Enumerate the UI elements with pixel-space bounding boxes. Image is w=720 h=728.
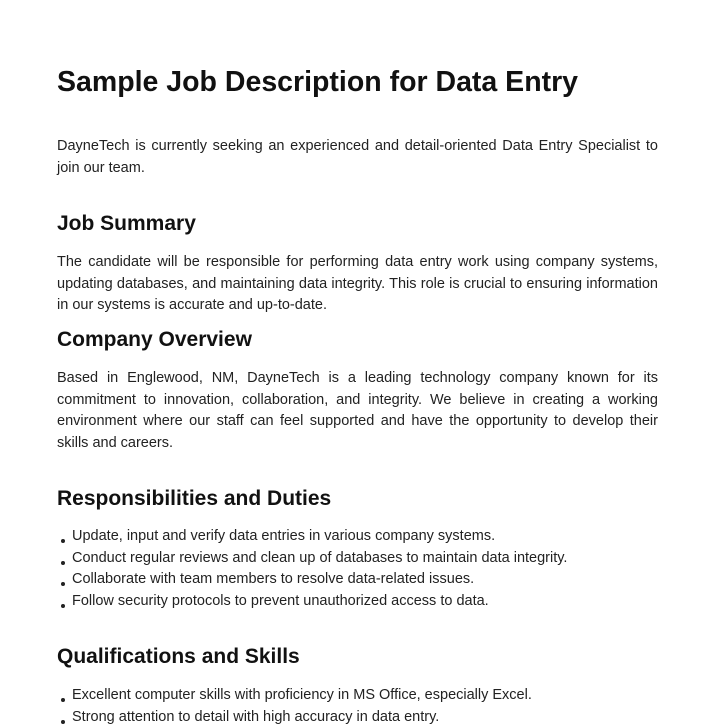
qualifications-heading: Qualifications and Skills xyxy=(57,645,300,668)
responsibilities-list xyxy=(57,526,658,612)
bullet-icon xyxy=(61,539,65,543)
bullet-icon xyxy=(61,698,65,702)
company-overview-block xyxy=(57,368,658,454)
list-item: Update, input and verify data entries in various company systems. xyxy=(57,526,658,548)
page-title-block xyxy=(57,66,658,98)
job-summary-heading-block xyxy=(57,211,658,237)
qualifications-heading-block xyxy=(57,644,658,670)
job-summary-text: The candidate will be responsible for performing data entry work using company systems, updating databases, and maintaining data integrity. This role is crucial to ensuring information in our systems is accurate and up-to-date. xyxy=(57,254,658,314)
bullet-icon xyxy=(61,582,65,586)
company-overview-heading-block xyxy=(57,327,658,353)
bullet-icon xyxy=(61,720,65,724)
list-item: Follow security protocols to prevent unauthorized access to data. xyxy=(57,591,658,613)
intro-block xyxy=(57,136,658,179)
page-title: Sample Job Description for Data Entry xyxy=(57,66,579,98)
qualifications-block xyxy=(57,685,658,728)
company-overview-text: Based in Englewood, NM, DayneTech is a leading technology company known for its commitment to innovation, collaboration, and integrity. We believe in creating a working environment where our staff can feel supported and have the opportunity to develop their skills and careers. xyxy=(57,370,658,451)
list-item: Strong attention to detail with high accuracy in data entry. xyxy=(57,707,658,728)
intro-paragraph: DayneTech is currently seeking an experienced and detail-oriented Data Entry Specialist to join our team. xyxy=(57,138,658,176)
job-summary-block xyxy=(57,252,658,317)
company-overview-heading: Company Overview xyxy=(57,328,252,351)
job-summary-heading: Job Summary xyxy=(57,212,196,235)
qualifications-list xyxy=(57,685,658,728)
bullet-icon xyxy=(61,604,65,608)
bullet-icon xyxy=(61,561,65,565)
list-item: Excellent computer skills with proficiency in MS Office, especially Excel. xyxy=(57,685,658,707)
responsibilities-heading-block xyxy=(57,486,658,512)
responsibilities-heading: Responsibilities and Duties xyxy=(57,487,332,510)
list-item: Conduct regular reviews and clean up of databases to maintain data integrity. xyxy=(57,548,658,570)
responsibilities-block xyxy=(57,526,658,612)
list-item: Collaborate with team members to resolve data-related issues. xyxy=(57,569,658,591)
